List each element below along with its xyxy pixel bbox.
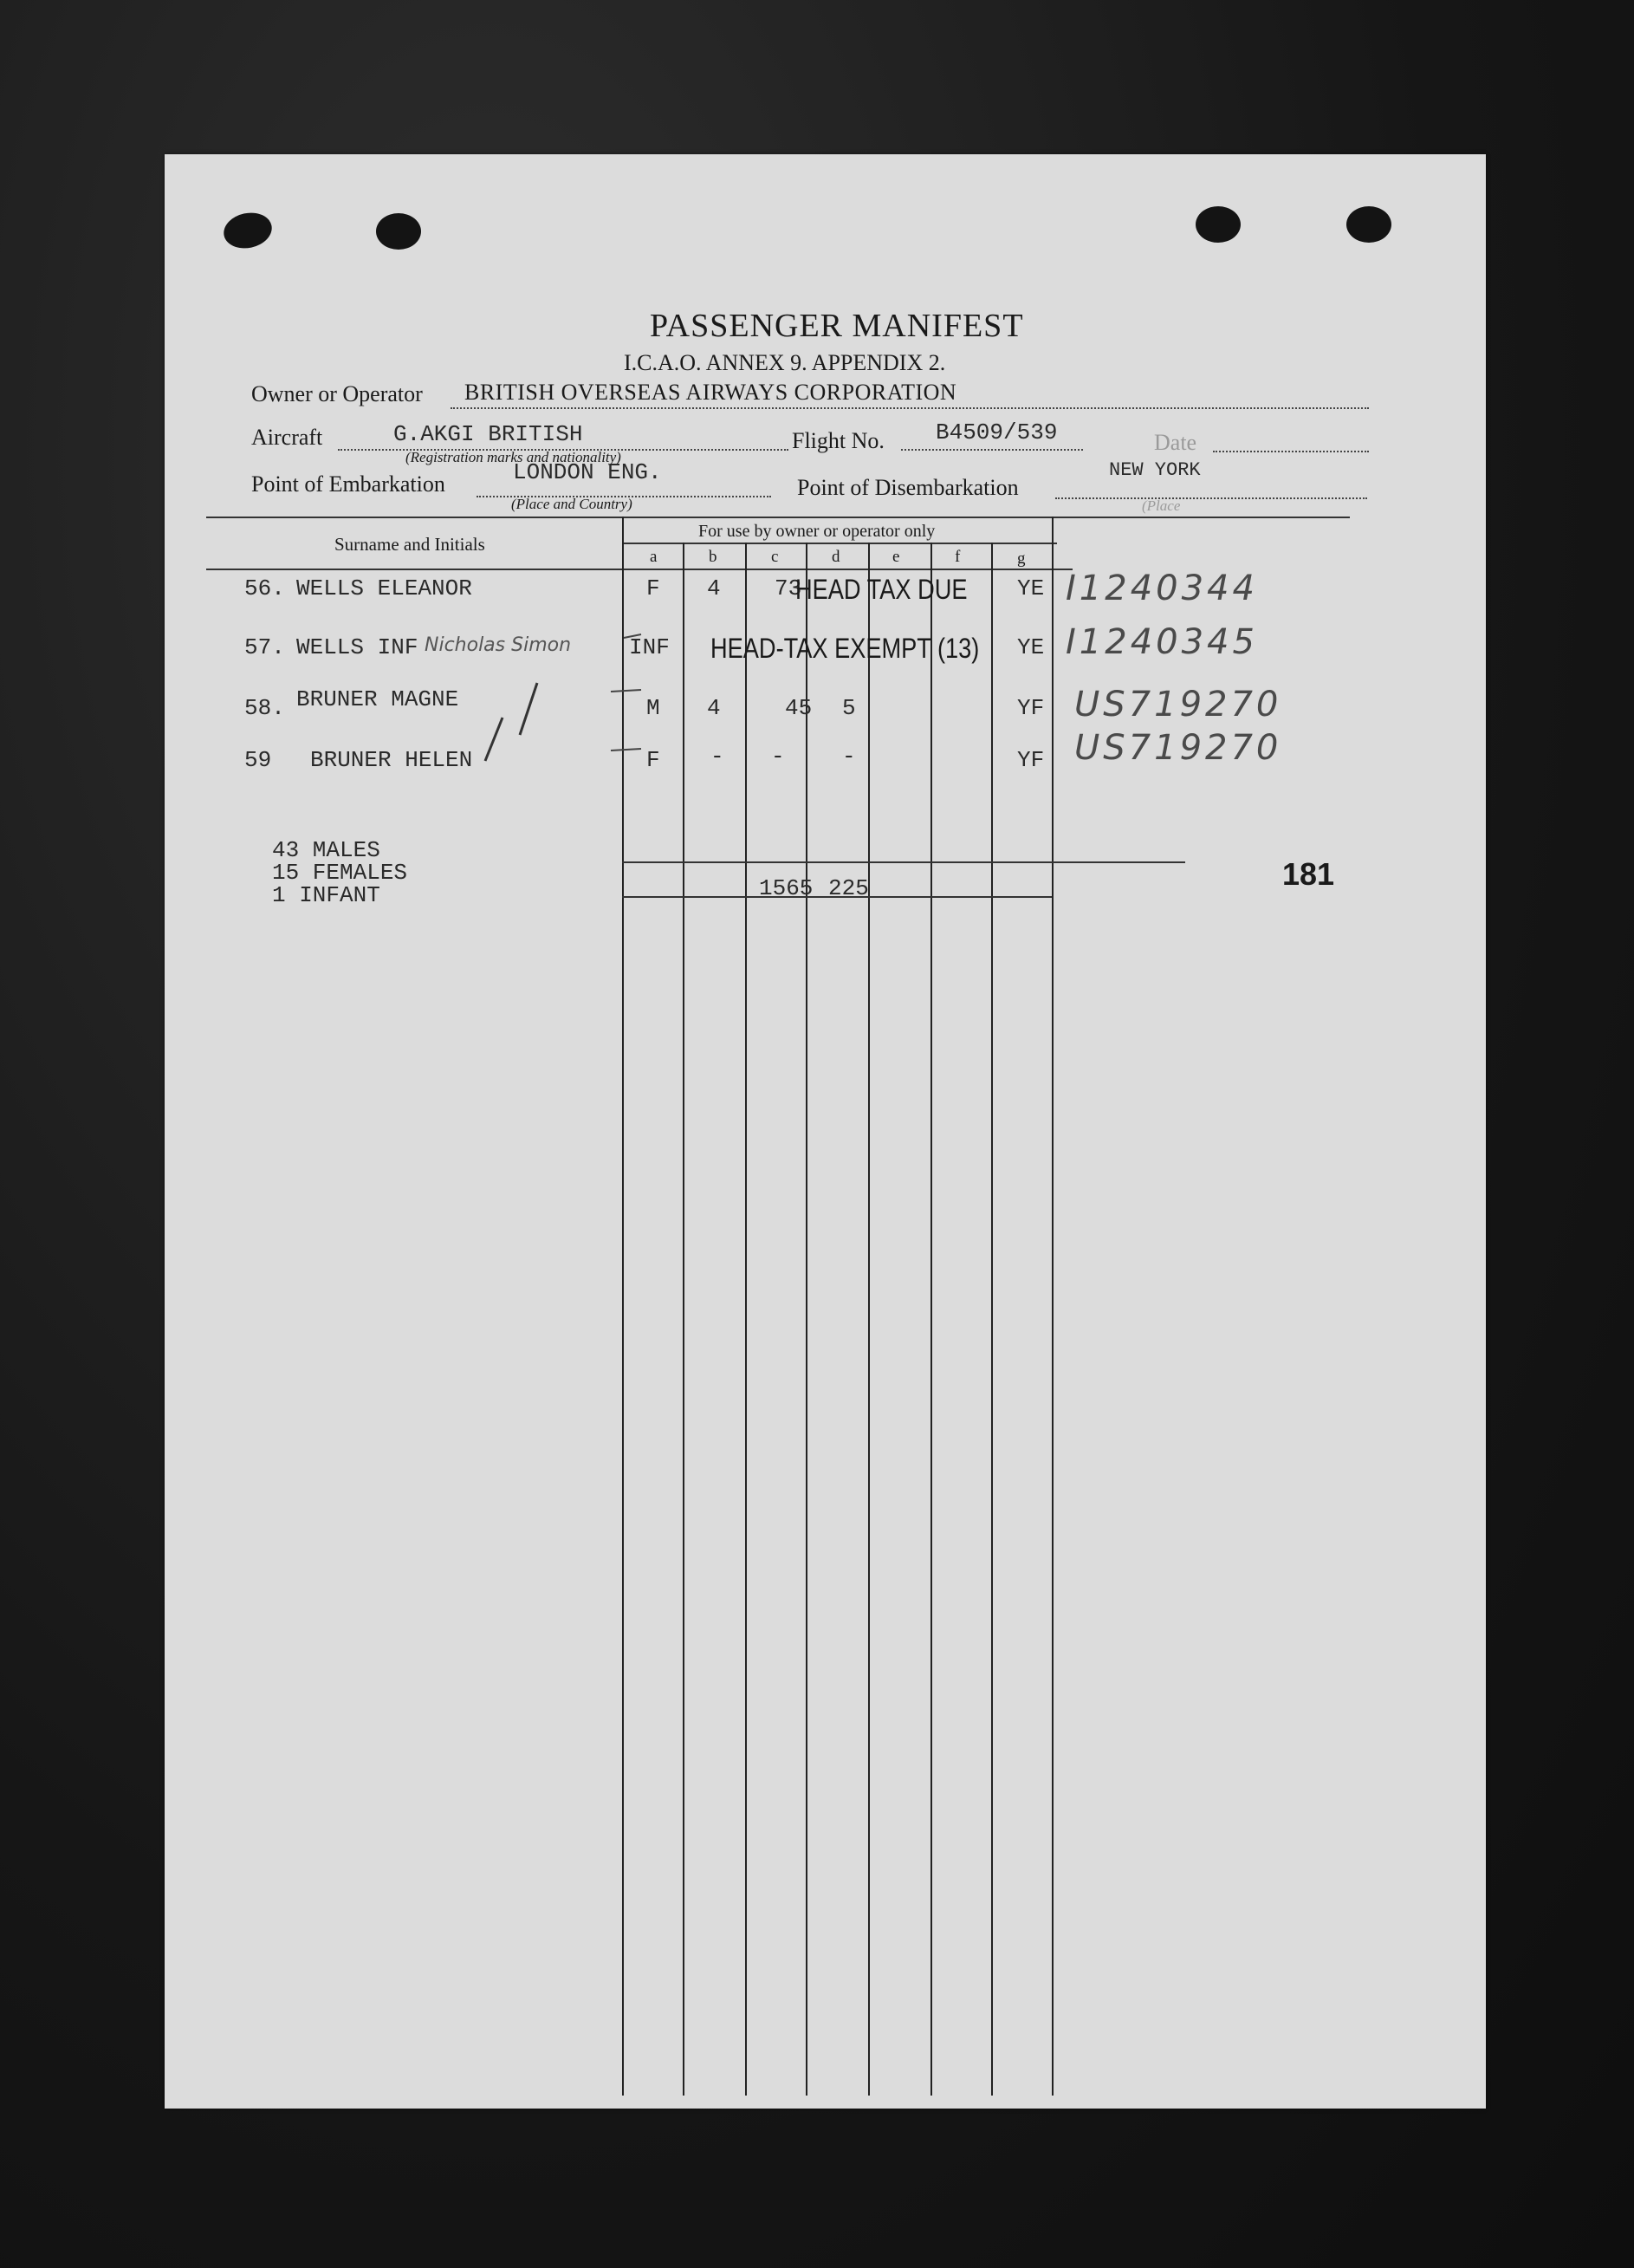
handwritten-infant-name: Nicholas Simon <box>425 634 572 656</box>
col-letter-g: g <box>1017 549 1026 568</box>
column-rule-5 <box>868 543 870 2096</box>
column-rule-2 <box>683 543 684 2096</box>
aircraft-label: Aircraft <box>251 425 323 450</box>
col-letter-b: b <box>709 548 717 566</box>
col-a-value: INF <box>629 634 670 660</box>
disembark-value: NEW YORK <box>1109 459 1201 481</box>
surname-header: Surname and Initials <box>334 534 485 555</box>
col-g-value: YF <box>1017 695 1045 721</box>
punch-hole-1 <box>220 209 275 253</box>
col-letter-f: f <box>955 548 961 566</box>
handwritten-document-number: US719270 <box>1074 728 1282 768</box>
col-d-value: - <box>842 744 856 770</box>
header-top-rule <box>206 517 1350 518</box>
col-c-value: - <box>771 744 785 770</box>
handwritten-document-number: US719270 <box>1074 685 1282 725</box>
col-d-value: 5 <box>842 695 856 721</box>
operator-header: For use by owner or operator only <box>698 522 936 541</box>
date-dotline <box>1213 451 1369 452</box>
passenger-name: WELLS ELEANOR <box>296 575 472 601</box>
manifest-page <box>165 154 1486 2109</box>
punch-hole-4 <box>1346 206 1391 243</box>
row-number: 59 <box>244 747 272 773</box>
total-infant: 1 INFANT <box>272 882 380 908</box>
owner-label: Owner or Operator <box>251 381 423 406</box>
row-number: 56. <box>244 575 285 601</box>
place-note-right: (Place <box>1142 497 1181 514</box>
page-title: PASSENGER MANIFEST <box>650 308 1024 344</box>
place-note: (Place and Country) <box>511 496 632 512</box>
flight-dotline <box>901 449 1083 451</box>
total-col-c: 1565 <box>759 875 814 901</box>
col-g-value: YE <box>1017 634 1045 660</box>
row-number: 58. <box>244 695 285 721</box>
column-rule-3 <box>745 543 747 2096</box>
disembark-label: Point of Disembarkation <box>797 475 1019 500</box>
column-rule-7 <box>991 543 993 2096</box>
page-subtitle: I.C.A.O. ANNEX 9. APPENDIX 2. <box>624 350 946 375</box>
col-b-value: 4 <box>707 575 721 601</box>
hand-tick-marks <box>425 622 650 770</box>
header-bottom-rule <box>206 569 1073 570</box>
total-col-d: 225 <box>828 875 869 901</box>
embark-value: LONDON ENG. <box>513 459 662 485</box>
punch-hole-3 <box>1196 206 1241 243</box>
owner-value: BRITISH OVERSEAS AIRWAYS CORPORATION <box>464 380 957 405</box>
col-g-value: YF <box>1017 747 1045 773</box>
column-rule-4 <box>806 543 807 2096</box>
embark-label: Point of Embarkation <box>251 471 445 497</box>
col-letter-d: d <box>832 548 840 566</box>
handwritten-document-number: I1240344 <box>1066 569 1258 608</box>
col-g-value: YE <box>1017 575 1045 601</box>
col-a-value: M <box>646 695 660 721</box>
col-a-value: F <box>646 747 660 773</box>
col-b-value: 4 <box>707 695 721 721</box>
handwritten-document-number: I1240345 <box>1066 622 1258 662</box>
totals-top-rule <box>622 861 1185 863</box>
flight-value: B4509/539 <box>936 419 1058 445</box>
owner-dotline <box>451 407 1369 409</box>
registration-note: (Registration marks and nationality) <box>405 449 621 465</box>
passenger-name: BRUNER MAGNE <box>296 686 459 712</box>
punch-hole-2 <box>376 213 421 250</box>
total-females: 15 FEMALES <box>272 860 408 886</box>
col-c-value: 45 <box>785 695 813 721</box>
col-b-value: - <box>710 744 724 770</box>
col-letter-a: a <box>650 548 658 566</box>
page-number: 181 <box>1282 856 1335 892</box>
flight-label: Flight No. <box>792 428 885 453</box>
total-males: 43 MALES <box>272 837 380 863</box>
date-label: Date <box>1154 430 1197 455</box>
passenger-name: WELLS INF <box>296 634 418 660</box>
passenger-name: BRUNER HELEN <box>310 747 473 773</box>
col-letter-c: c <box>771 548 779 566</box>
column-rule-6 <box>930 543 932 2096</box>
col-c-value: 73 <box>775 575 802 601</box>
column-rule-8 <box>1052 517 1054 2096</box>
row-number: 57. <box>244 634 285 660</box>
col-a-value: F <box>646 575 660 601</box>
disembark-dotline <box>1055 497 1367 499</box>
head-tax-stamp: HEAD TAX DUE <box>795 574 968 605</box>
head-tax-stamp: HEAD-TAX EXEMPT (13) <box>710 633 980 664</box>
col-letter-e: e <box>892 548 900 566</box>
aircraft-value: G.AKGI BRITISH <box>393 421 583 447</box>
